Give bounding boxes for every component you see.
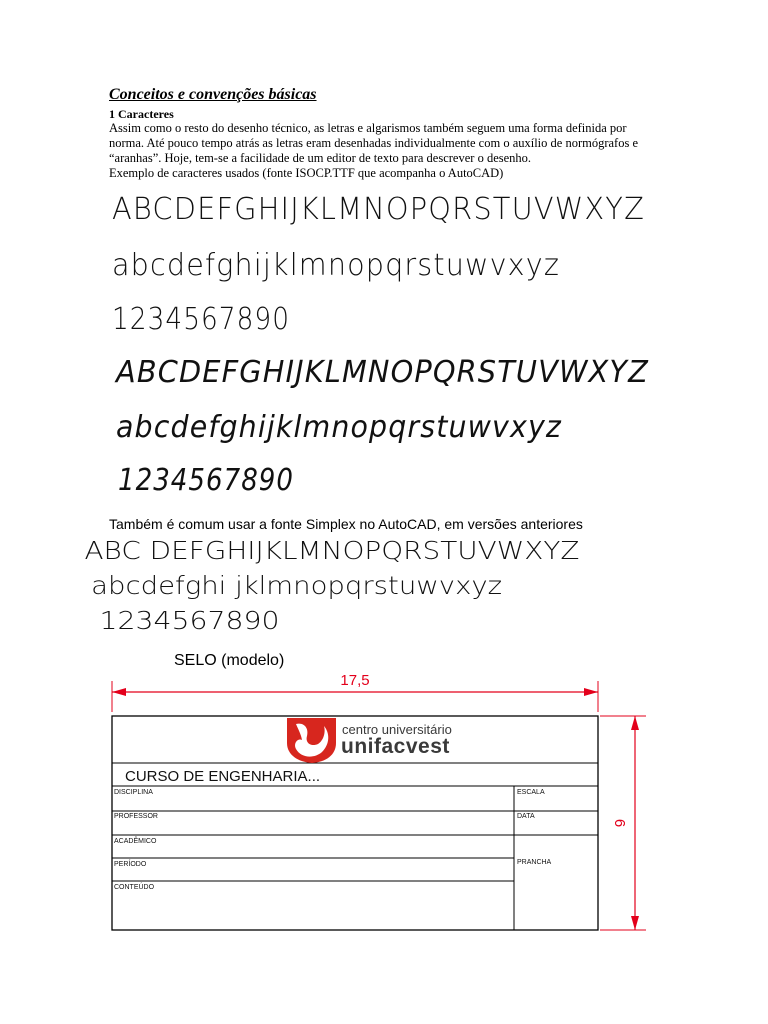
- isocp-digits-sample: 1234567890: [112, 302, 290, 337]
- isocp-lowercase-sample: abcdefghijklmnopqrstuwvxyz: [112, 248, 560, 283]
- field-label-prancha: PRANCHA: [517, 859, 552, 866]
- logo-line1: centro universitário: [342, 722, 452, 737]
- simplex-lowercase-sample: abcdefghi jklmnopqrstuwvxyz: [91, 571, 503, 600]
- field-label-conteudo: CONTEÚDO: [114, 884, 155, 891]
- dimension-height-label: 6: [611, 818, 628, 828]
- isocp-uppercase-sample: ABCDEFGHIJKLMNOPQRSTUVWXYZ: [112, 192, 645, 227]
- field-label-academico: ACADÊMICO: [114, 838, 157, 845]
- paragraph-line: “aranhas”. Hoje, tem-se a facilidade de um editor de texto para descrever o desenho.: [109, 151, 532, 165]
- logo-line2: unifacvest: [341, 735, 450, 758]
- field-label-disciplina: DISCIPLINA: [114, 789, 153, 796]
- page-title: Conceitos e convenções básicas: [109, 86, 317, 103]
- dimension-arrow-left: [112, 688, 126, 696]
- dimension-width-label: 17,5: [340, 672, 370, 689]
- field-label-data: DATA: [517, 813, 535, 820]
- simplex-uppercase-sample: ABC DEFGHIJKLMNOPQRSTUVWXYZ: [84, 536, 580, 565]
- dimension-arrow-top: [631, 716, 639, 730]
- field-label-periodo: PERÍODO: [114, 861, 147, 868]
- isocp-uppercase-italic-sample: ABCDEFGHIJKLMNOPQRSTUVWXYZ: [116, 355, 649, 390]
- dimension-arrow-bottom: [631, 916, 639, 930]
- paragraph-line: norma. Até pouco tempo atrás as letras eram desenhadas individualmente com o auxílio de normógrafos e: [109, 136, 639, 150]
- isocp-digits-italic-sample: 1234567890: [118, 463, 294, 498]
- selo-title: SELO (modelo): [174, 652, 285, 669]
- simplex-intro: Também é comum usar a fonte Simplex no AutoCAD, em versões anteriores: [109, 516, 583, 532]
- dimension-arrow-right: [584, 688, 598, 696]
- paragraph-line: Exemplo de caracteres usados (fonte ISOCP.TTF que acompanha o AutoCAD): [109, 166, 504, 180]
- section-heading: 1 Caracteres: [109, 107, 174, 121]
- field-label-professor: PROFESSOR: [114, 813, 158, 820]
- paragraph-line: Assim como o resto do desenho técnico, as letras e algarismos também seguem uma forma definida por: [109, 121, 627, 135]
- course-label: CURSO DE ENGENHARIA...: [125, 768, 321, 785]
- unifacvest-logo: [287, 718, 452, 763]
- simplex-digits-sample: 1234567890: [99, 606, 280, 635]
- isocp-lowercase-italic-sample: abcdefghijklmnopqrstuwvxyz: [116, 410, 562, 445]
- field-label-escala: ESCALA: [517, 789, 545, 796]
